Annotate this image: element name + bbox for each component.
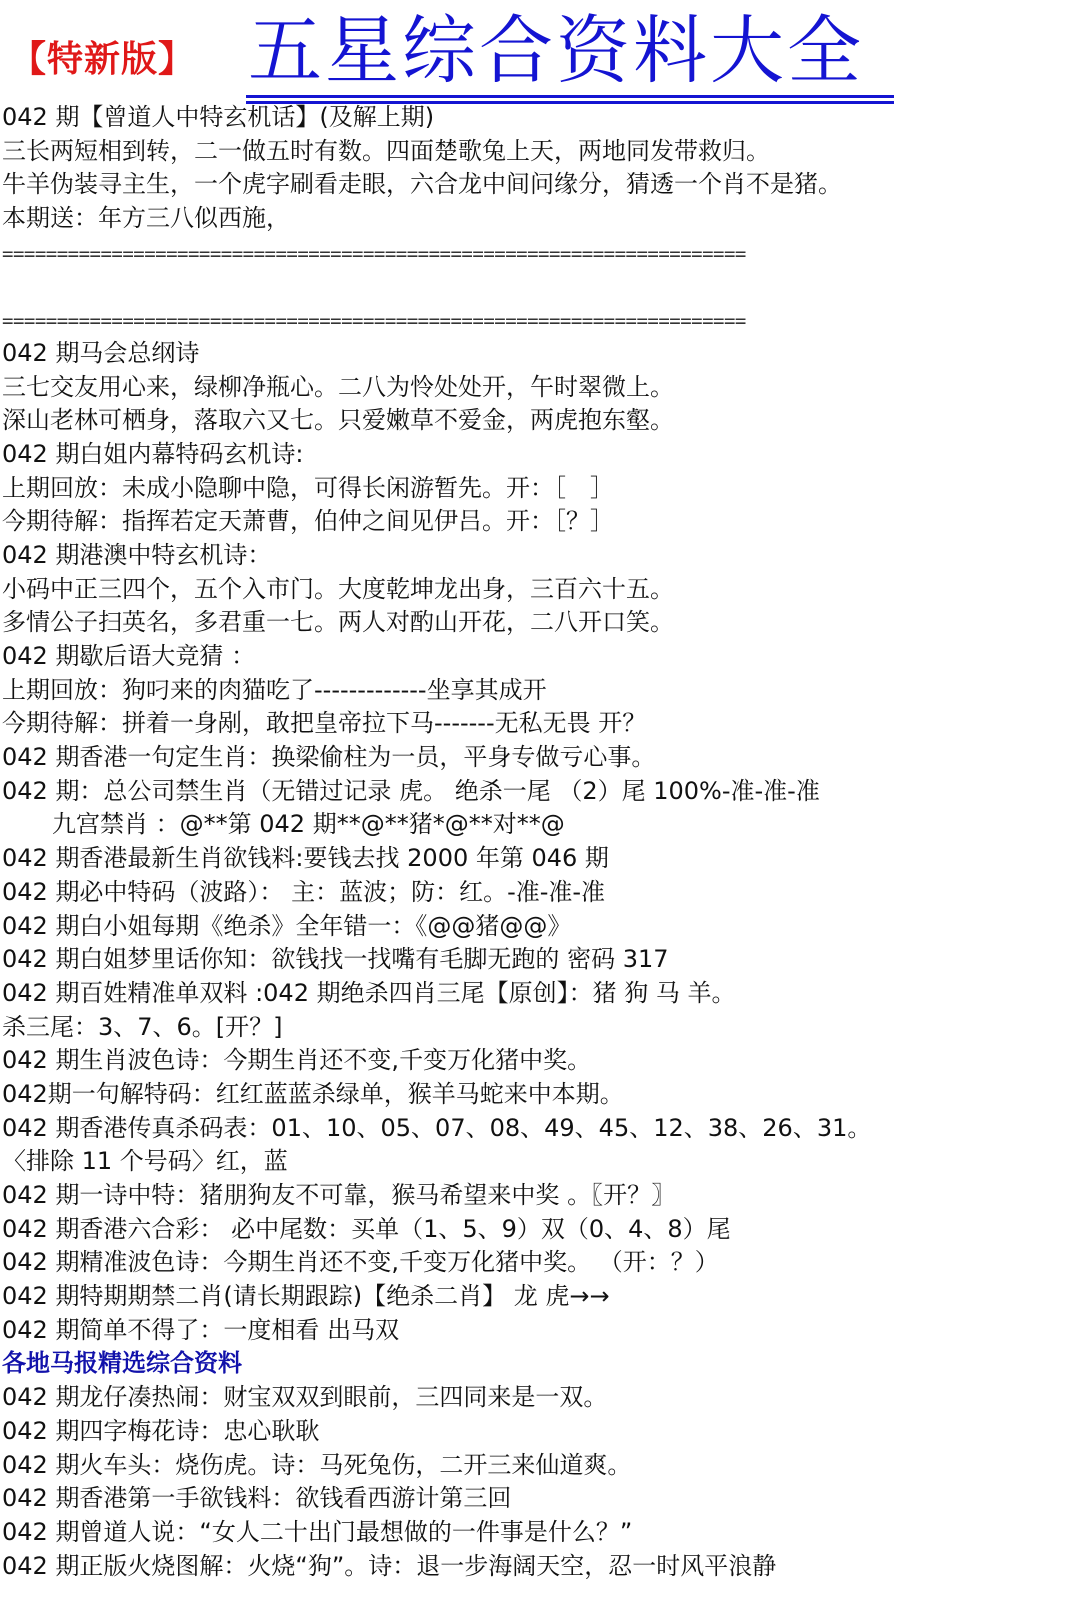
text-line: 042 期精准波色诗：今期生肖还不变,千变万化猪中奖。 （开：？） xyxy=(2,1248,719,1277)
text-line: 042 期正版火烧图解：火烧“狗”。诗：退一步海阔天空，忍一时风平浪静 xyxy=(2,1551,777,1580)
blank-line xyxy=(0,269,1080,303)
text-line: 三长两短相到转，二一做五时有数。四面楚歌兔上天，两地同发带救归。 xyxy=(2,136,770,165)
text-line: 小码中正三四个，五个入市门。大度乾坤龙出身，三百六十五。 xyxy=(2,574,674,603)
section-heading: 各地马报精选综合资料 xyxy=(2,1349,242,1378)
text-line: 042 期马会总纲诗 xyxy=(2,338,200,367)
text-line: 042 期香港六合彩： 必中尾数：买单（1、5、9）双（0、4、8）尾 xyxy=(2,1214,731,1243)
text-line: 042 期白姐内幕特码玄机诗: xyxy=(2,439,304,468)
text-line: 牛羊伪装寻主生，一个虎字刷看走眼，六合龙中间问缘分，猜透一个肖不是猪。 xyxy=(2,170,842,199)
text-line: 上期回放：狗叼来的肉猫吃了-------------坐享其成开 xyxy=(2,675,547,704)
text-line: 深山老林可栖身，落取六又七。只爱嫩草不爱金，两虎抱东壑。 xyxy=(2,406,674,435)
text-line: 042 期火车头：烧伤虎。诗：马死兔伤，二开三来仙道爽。 xyxy=(2,1450,632,1479)
text-line: 今期待解：拼着一身剐，敢把皇帝拉下马-------无私无畏 开？ xyxy=(2,709,647,738)
text-line: 本期送：年方三八似西施， xyxy=(2,204,290,233)
text-line: 042 期一诗中特：猪朋狗友不可靠，猴马希望来中奖 。〖开？〗 xyxy=(2,1181,676,1209)
text-line: 042 期：总公司禁生肖（无错过记录 虎。 绝杀一尾 （2）尾 100%-准-准-准 xyxy=(2,776,820,805)
separator-line: ==================================================================== xyxy=(2,242,746,265)
text-line: 上期回放：未成小隐聊中隐，可得长闲游暂先。开：［ ］ xyxy=(2,473,614,502)
text-line: 杀三尾：3、7、6。[开？] xyxy=(2,1012,283,1041)
text-line: 042 期歇后语大竞猜 ： xyxy=(2,642,256,670)
text-line: 042 期港澳中特玄机诗： xyxy=(2,540,272,569)
text-line: 042 期香港传真杀码表：01、10、05、07、08、49、45、12、38、26、31。 xyxy=(2,1113,872,1142)
title-underline xyxy=(246,95,894,98)
text-line: 042 期四字梅花诗：忠心耿耿 xyxy=(2,1416,320,1445)
text-line: 042 期香港一句定生肖：换梁偷柱为一员，平身专做亏心事。 xyxy=(2,743,656,772)
document-body xyxy=(0,101,1080,1583)
text-line: 042 期必中特码（波路）： 主：蓝波；防：红。-准-准-准 xyxy=(2,877,606,906)
text-line: 042 期百姓精准单双料 :042 期绝杀四肖三尾【原创】：猪 狗 马 羊。 xyxy=(2,978,736,1007)
text-line: 多情公子扫英名，多君重一七。两人对酌山开花，二八开口笑。 xyxy=(2,608,674,637)
text-line: 042 期生肖波色诗：今期生肖还不变,千变万化猪中奖。 xyxy=(2,1046,592,1075)
text-line: 042 期白姐梦里话你知：欲钱找一找嘴有毛脚无跑的 密码 317 xyxy=(2,945,669,974)
text-line: 〈排除 11 个号码〉红，蓝 xyxy=(2,1147,288,1176)
text-line: 三七交友用心来，绿柳净瓶心。二八为怜处处开，午时翠微上。 xyxy=(2,372,674,401)
text-line: 042期一句解特码：红红蓝蓝杀绿单，猴羊马蛇来中本期。 xyxy=(2,1079,624,1108)
page-header xyxy=(0,0,1080,112)
text-line: 今期待解：指挥若定天萧曹，伯仲之间见伊吕。开：［？］ xyxy=(2,507,614,536)
text-line: 042 期特期期禁二肖(请长期跟踪)【绝杀二肖】 龙 虎→→ xyxy=(2,1282,610,1311)
text-line: 九宫禁肖 ：@**第 042 期**@**猪*@**对**@ xyxy=(52,810,565,839)
text-line: 042 期香港最新生肖欲钱料:要钱去找 2000 年第 046 期 xyxy=(2,844,609,873)
text-line: 042 期【曾道人中特玄机话】(及解上期) xyxy=(2,103,435,131)
text-line: 042 期曾道人说：“女人二十出门最想做的一件事是什么？” xyxy=(2,1517,633,1546)
text-line: 042 期龙仔凑热闹：财宝双双到眼前，三四同来是一双。 xyxy=(2,1383,608,1412)
page-title: 五星综合资料大全 xyxy=(248,8,864,94)
text-line: 042 期简单不得了：一度相看 出马双 xyxy=(2,1315,400,1344)
edition-label: 【特新版】 xyxy=(10,39,196,80)
separator-line: ==================================================================== xyxy=(2,310,746,333)
text-line: 042 期白小姐每期《绝杀》全年错一：《@@猪@@》 xyxy=(2,911,572,940)
text-line: 042 期香港第一手欲钱料：欲钱看西游计第三回 xyxy=(2,1484,512,1513)
